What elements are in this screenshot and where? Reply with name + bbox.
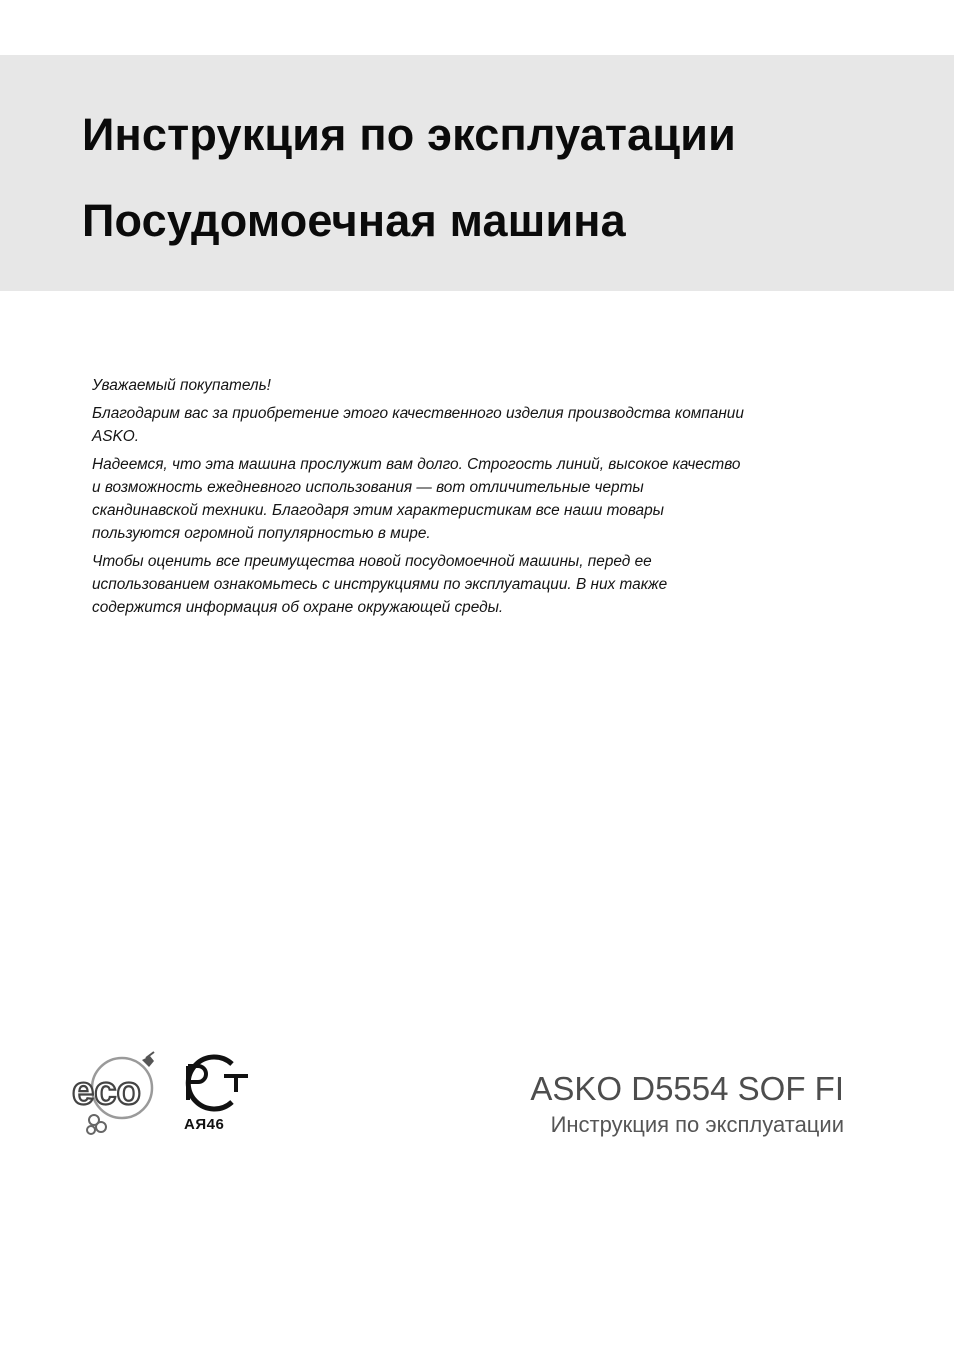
product-subtitle: Инструкция по эксплуатации [550,1112,844,1137]
product-block [530,1068,844,1140]
intro-paragraph-thanks: Благодарим вас за приобретение этого качественного изделия производства компании ASKO. [92,405,744,445]
certification-logos [70,1050,260,1140]
header-band [0,55,954,291]
greeting-text: Уважаемый покупатель! [92,377,271,394]
intro-paragraph-instructions: Чтобы оценить все преимущества новой посудомоечной машины, перед ее использованием ознакомьтесь с инструкциями по эксплуатации. В них также содержится информация об охране окружающей среды. [92,553,668,616]
svg-text:eco: eco [72,1069,141,1113]
intro-text [92,374,752,624]
product-model: ASKO D5554 SOF FI [530,1070,844,1107]
document-title: Инструкция по эксплуатации [82,109,736,160]
pct-certification-icon [174,1054,252,1112]
intro-paragraph-quality: Надеемся, что эта машина прослужит вам долго. Строгость линий, высокое качество и возможность ежедневного использования — вот отличительные черты скандинавской техники. Благодаря этим характеристикам все наши товары пользуются огромной популярностью в мире. [92,456,741,542]
document-subtitle: Посудомоечная машина [82,195,626,246]
eco-logo-icon [70,1050,170,1138]
certification-code: АЯ46 [184,1116,225,1133]
